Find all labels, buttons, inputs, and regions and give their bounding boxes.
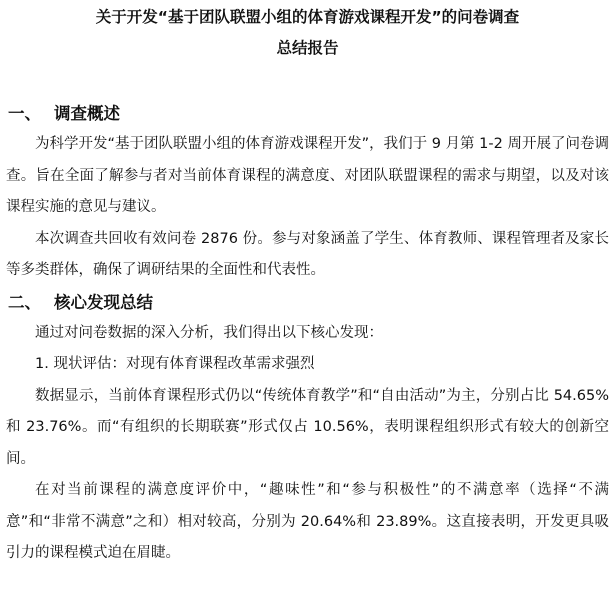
paragraph: 在对当前课程的满意度评价中，“趣味性”和“参与积极性”的不满意率（选择“不满意”和“非常不满意”之和）相对较高，分别为 20.64%和 23.89%。这直接表明，开发更具吸引力的课程模式迫在眉睫。 [6, 482, 609, 561]
section-findings [6, 287, 609, 570]
list-item: 1. 现状评估：对现有体育课程改革需求强烈 [35, 356, 315, 372]
paragraph: 为科学开发“基于团队联盟小组的体育游戏课程开发”，我们于 9 月第 1-2 周开展了问卷调查。旨在全面了解参与者对当前体育课程的满意度、对团队联盟课程的需求与期望，以及对该课程实施的意见与建议。 [6, 136, 609, 215]
section-title: 核心发现总结 [54, 292, 153, 312]
paragraph: 数据显示，当前体育课程形式仍以“传统体育教学”和“自由活动”为主，分别占比 54.65%和 23.76%。而“有组织的长期联赛”形式仅占 10.56%，表明课程组织形式有较大的创新空间。 [6, 387, 609, 467]
document-subtitle: 总结报告 [276, 39, 339, 57]
paragraph: 本次调查共回收有效问卷 2876 份。参与对象涵盖了学生、体育教师、课程管理者及家长等多类群体，确保了调研结果的全面性和代表性。 [6, 230, 609, 278]
section-number: 一、 [8, 104, 41, 123]
section-heading [6, 98, 609, 129]
section-number: 二、 [8, 292, 41, 312]
section-heading [6, 287, 609, 318]
section-overview [6, 98, 609, 287]
section-title: 调查概述 [54, 104, 120, 123]
paragraph: 通过对问卷数据的深入分析，我们得出以下核心发现： [35, 324, 383, 341]
document-title: 关于开发“基于团队联盟小组的体育游戏课程开发”的问卷调查 [95, 8, 520, 26]
